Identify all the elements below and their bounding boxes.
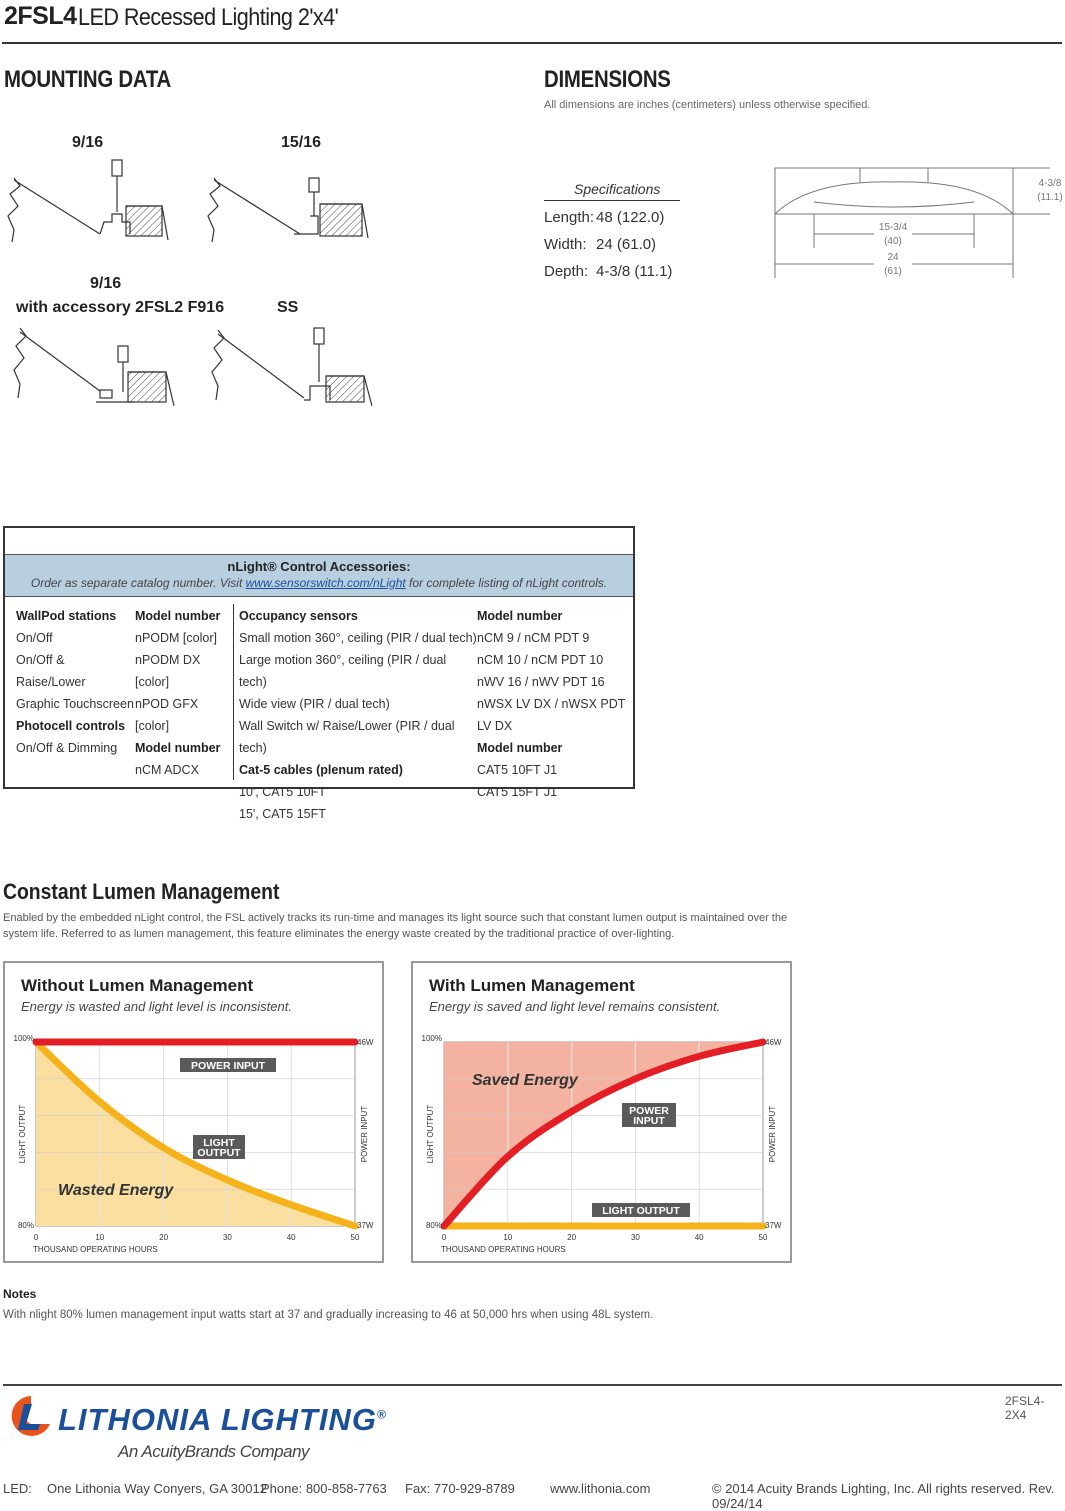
dimensions-title: DIMENSIONS	[544, 66, 671, 93]
acc-cell: nWV 16 / nWV PDT 16	[477, 675, 605, 689]
acc-cell: CAT5 15FT J1	[477, 785, 558, 799]
y2-top-label: 46W	[765, 1038, 782, 1047]
panel-without-title: Without Lumen Management	[21, 976, 254, 995]
footer-website-link[interactable]: www.lithonia.com	[550, 1481, 651, 1496]
specs-heading: Specifications	[574, 181, 661, 197]
acc-cell: nPODM DX [color]	[135, 653, 201, 689]
y-bottom-label: 80%	[425, 1221, 442, 1230]
saved-energy-label: Saved Energy	[472, 1072, 578, 1089]
acc-cell: Wide view (PIR / dual tech)	[239, 697, 390, 711]
footer-led: LED:	[3, 1481, 32, 1496]
acc-cell: nCM 9 / nCM PDT 9	[477, 631, 590, 645]
acc-heading: Model number	[135, 741, 221, 755]
mount-label-c2: with accessory 2FSL2 F916	[16, 299, 225, 316]
spec-width-value: 24 (61.0)	[596, 236, 657, 253]
notes-heading: Notes	[3, 1287, 37, 1301]
x-tick-label: 10	[95, 1233, 105, 1242]
acc-heading: Model number	[135, 609, 221, 623]
dim-depth-in: 4-3/8	[1038, 178, 1062, 189]
acc-cell: CAT5 10FT J1	[477, 763, 558, 777]
footer-address: One Lithonia Way Conyers, GA 30012	[47, 1481, 267, 1496]
x-axis-label: THOUSAND OPERATING HOURS	[441, 1245, 566, 1254]
acc-cell: 15', CAT5 15FT	[239, 807, 326, 821]
x-tick-label: 0	[33, 1233, 39, 1242]
panel-with-subtitle: Energy is saved and light level remains consistent.	[429, 999, 721, 1014]
mounting-title: MOUNTING DATA	[4, 66, 172, 93]
acc-cell: nPOD GFX [color]	[135, 697, 199, 733]
mount-diagram-c	[14, 328, 174, 406]
spec-depth-value: 4-3/8 (11.1)	[596, 263, 673, 280]
light-output-label: OUTPUT	[197, 1147, 241, 1159]
accessories-sub-after: for complete listing of nLight controls.	[405, 576, 608, 590]
y2-bottom-label: 37W	[765, 1221, 782, 1230]
acc-cell: On/Off	[16, 631, 53, 645]
power-input-label: INPUT	[633, 1115, 665, 1127]
y-top-label: 100%	[421, 1034, 442, 1043]
mount-label-c: 9/16	[90, 275, 122, 292]
x-tick-label: 30	[630, 1233, 640, 1242]
x-tick-label: 40	[694, 1233, 704, 1242]
x-tick-label: 50	[350, 1233, 360, 1242]
accessories-subtitle	[5, 576, 633, 590]
acc-cell: nPODM [color]	[135, 631, 217, 645]
mount-diagram-d	[212, 328, 372, 406]
x-tick-label: 0	[441, 1233, 447, 1242]
y-bottom-label: 80%	[17, 1221, 34, 1230]
acc-heading: Model number	[477, 609, 563, 623]
brand-subtitle: An AcuityBrands Company	[118, 1442, 310, 1461]
brand-registered: ®	[376, 1407, 387, 1422]
y2-axis-label: POWER INPUT	[768, 1105, 777, 1163]
x-axis-label: THOUSAND OPERATING HOURS	[33, 1245, 158, 1254]
accessories-divider	[233, 604, 234, 780]
spec-width	[544, 236, 656, 253]
x-tick-label: 20	[567, 1233, 577, 1242]
x-tick-label: 30	[222, 1233, 232, 1242]
mount-diagram-a	[8, 160, 168, 242]
acc-col-controls	[16, 605, 136, 759]
lumen-description: Enabled by the embedded nLight control, the FSL actively tracks its run-time and manages its light source such that constant lumen output is maintained over the system life. Referred to as lumen management, this feature eliminates the energy waste created by the traditional practice of over-lighting.	[3, 912, 788, 940]
footer-code: 2FSL4-2X4	[1005, 1394, 1045, 1422]
light-output-label: LIGHT	[203, 1137, 235, 1149]
acc-col-models-2	[477, 605, 632, 803]
mount-label-d: SS	[277, 299, 299, 316]
chart-without	[3, 1030, 384, 1262]
dimension-drawing	[770, 162, 1065, 282]
x-tick-label: 20	[159, 1233, 169, 1242]
dim-inner-cm: (40)	[884, 236, 902, 247]
spec-depth-key: Depth:	[544, 263, 589, 280]
spec-length-value: 48 (122.0)	[596, 209, 665, 226]
spec-length	[544, 209, 664, 226]
dimensions-note: All dimensions are inches (centimeters) unless otherwise specified.	[544, 99, 871, 111]
mount-diagram-b	[208, 178, 368, 242]
spec-depth	[544, 263, 672, 280]
acc-col-sensors	[239, 605, 477, 825]
acc-heading: Photocell controls	[16, 719, 126, 733]
brand-name-text: LITHONIA LIGHTING	[58, 1402, 377, 1437]
footer-copyright: © 2014 Acuity Brands Lighting, Inc. All rights reserved. Rev. 09/24/14	[712, 1481, 1055, 1511]
acc-cell: Small motion 360°, ceiling (PIR / dual tech)	[239, 631, 477, 645]
x-tick-label: 40	[286, 1233, 296, 1242]
power-input-label: POWER INPUT	[190, 1060, 266, 1072]
chart-with	[411, 1030, 792, 1262]
y2-axis-label: POWER INPUT	[360, 1105, 369, 1163]
lumen-title: Constant Lumen Management	[3, 879, 280, 904]
panel-with-title: With Lumen Management	[429, 976, 635, 995]
y2-top-label: 46W	[357, 1038, 374, 1047]
y2-bottom-label: 37W	[357, 1221, 374, 1230]
accessories-sub-before: Order as separate catalog number. Visit	[30, 576, 246, 590]
power-input-label: POWER	[629, 1105, 669, 1117]
x-tick-label: 10	[503, 1233, 513, 1242]
acc-heading: Cat-5 cables (plenum rated)	[239, 763, 403, 777]
dim-width-cm: (61)	[884, 266, 902, 277]
product-title: LED Recessed Lighting 2'x4'	[78, 4, 339, 31]
spec-length-key: Length:	[544, 209, 595, 226]
wasted-energy-label: Wasted Energy	[58, 1182, 174, 1199]
acc-heading: WallPod stations	[16, 609, 117, 623]
footer-rule	[3, 1384, 1062, 1386]
mount-label-a: 9/16	[72, 134, 104, 151]
acc-cell: 10', CAT5 10FT	[239, 785, 326, 799]
acc-cell: Wall Switch w/ Raise/Lower (PIR / dual tech)	[239, 719, 455, 755]
acc-cell: On/Off & Dimming	[16, 741, 118, 755]
footer-phone: Phone: 800-858-7763	[261, 1481, 387, 1496]
x-tick-label: 50	[758, 1233, 768, 1242]
acc-cell: nCM 10 / nCM PDT 10	[477, 653, 604, 667]
acc-heading: Occupancy sensors	[239, 609, 358, 623]
acc-heading: Model number	[477, 741, 563, 755]
acc-cell: nCM ADCX	[135, 763, 199, 777]
footer-fax: Fax: 770-929-8789	[405, 1481, 515, 1496]
mounting-diagrams	[0, 150, 420, 420]
header-rule	[2, 42, 1062, 44]
sensorswitch-link[interactable]: www.sensorswitch.com/nLight	[245, 576, 406, 590]
dim-depth-cm: (11.1)	[1037, 192, 1063, 203]
panel-without-subtitle: Energy is wasted and light level is inconsistent.	[21, 999, 292, 1014]
acc-cell: On/Off & Raise/Lower	[16, 653, 86, 689]
y-axis-label: LIGHT OUTPUT	[18, 1104, 27, 1164]
mount-label-b: 15/16	[281, 134, 322, 151]
y-top-label: 100%	[13, 1034, 34, 1043]
acc-cell: Large motion 360°, ceiling (PIR / dual tech)	[239, 653, 447, 689]
brand-name	[58, 1402, 387, 1438]
specs-rule	[544, 200, 680, 201]
dim-width-in: 24	[887, 252, 899, 263]
acc-col-models-1	[135, 605, 233, 781]
accessories-title: nLight® Control Accessories:	[227, 559, 411, 574]
dim-inner-in: 15-3/4	[878, 222, 908, 233]
y-axis-label: LIGHT OUTPUT	[426, 1104, 435, 1164]
product-code: 2FSL4	[4, 2, 77, 30]
acc-cell: Graphic Touchscreen	[16, 697, 134, 711]
notes-text: With nlight 80% lumen management input watts start at 37 and gradually increasing to 46 at 50,000 hrs when using 48L system.	[3, 1309, 654, 1321]
acc-cell: nWSX LV DX / nWSX PDT LV DX	[477, 697, 626, 733]
spec-width-key: Width:	[544, 236, 587, 253]
light-output-label: LIGHT OUTPUT	[602, 1205, 680, 1217]
lithonia-logo-icon	[6, 1394, 56, 1436]
